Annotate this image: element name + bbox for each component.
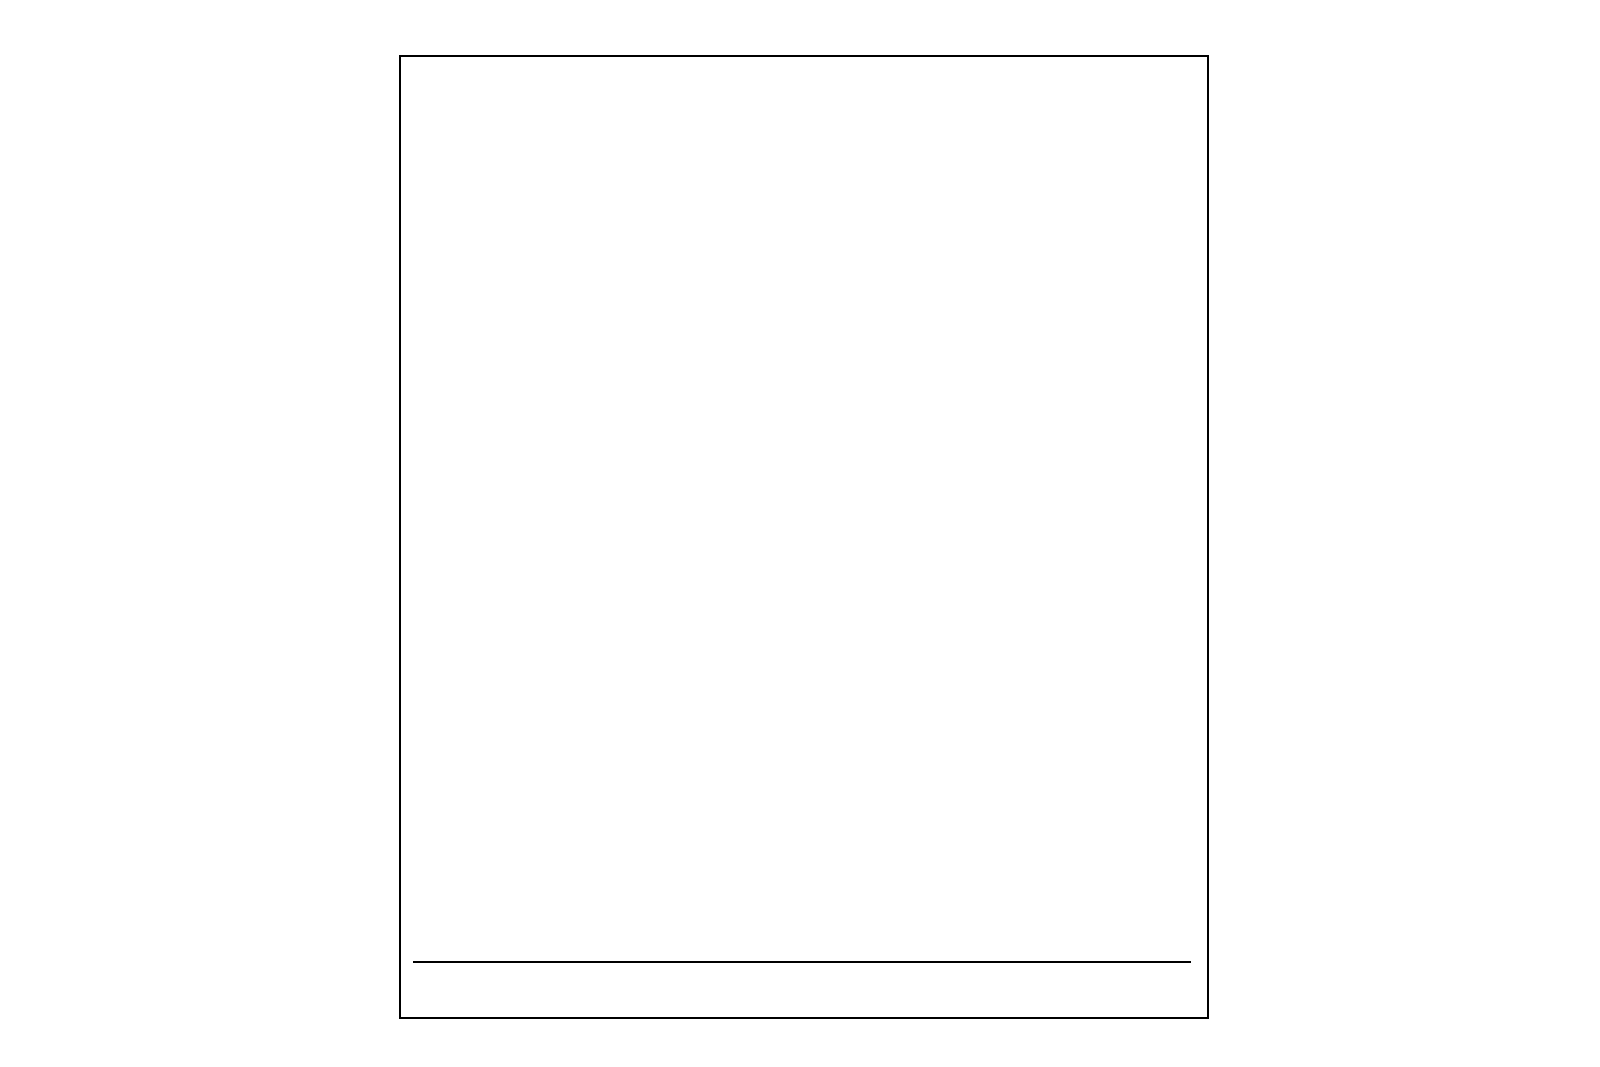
total-divider: [413, 961, 1191, 963]
window-sticker: [399, 55, 1209, 1019]
